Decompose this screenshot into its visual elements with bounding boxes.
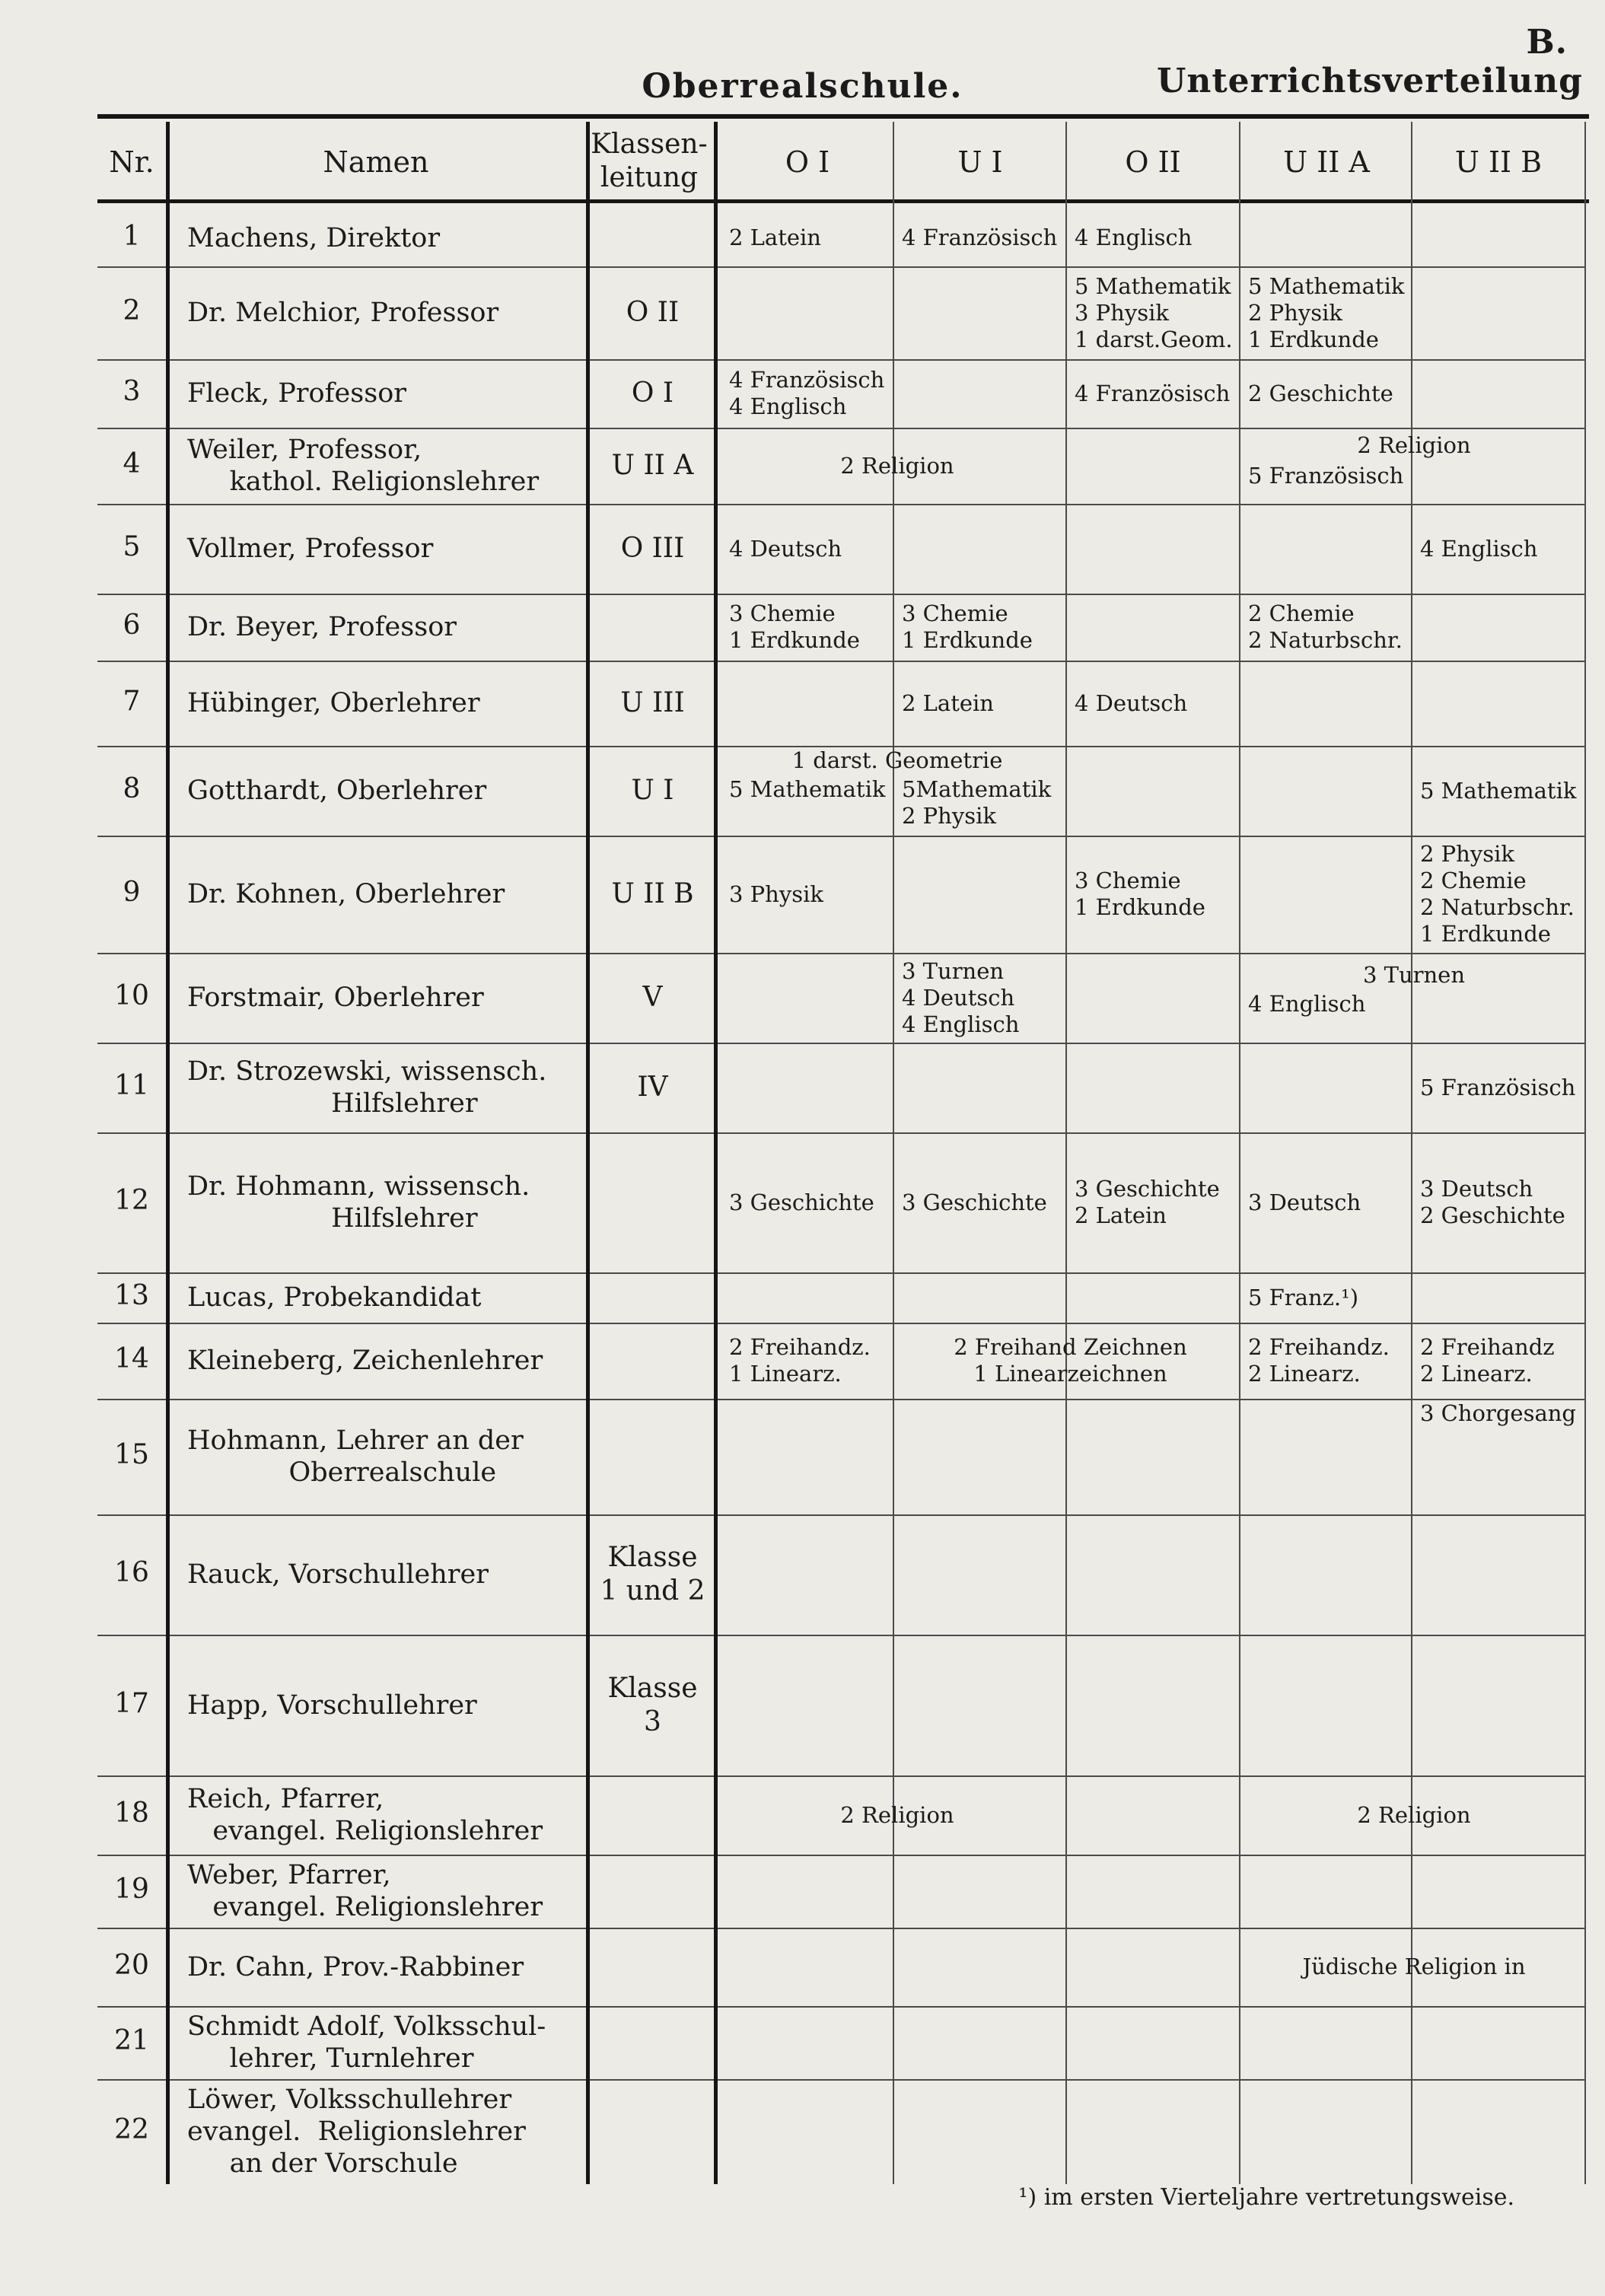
table-rule-horizontal <box>97 1323 1585 1324</box>
subject-entry: 5 Mathematik 2 Physik 1 Erdkunde <box>1248 272 1405 352</box>
class-leadership: O III <box>620 533 685 564</box>
table-rule-horizontal <box>97 504 1585 505</box>
class-leadership: Klasse 1 und 2 <box>600 1542 705 1607</box>
subject-entry: 4 Englisch <box>1075 225 1193 250</box>
header-class-uiib: U II B <box>1454 145 1543 179</box>
subject-entry: 3 Geschichte <box>729 1189 874 1215</box>
subject-entry: 3 Chemie 1 Erdkunde <box>729 600 860 653</box>
teacher-name: Dr. Melchior, Professor <box>187 298 499 328</box>
table-rule-horizontal <box>97 266 1585 268</box>
subject-entry: 5Mathematik 2 Physik <box>902 776 1052 829</box>
subject-entry-spanning: 2 Freihand Zeichnen 1 Linearzeichnen <box>954 1334 1187 1387</box>
teacher-name: Machens, Direktor <box>187 222 441 253</box>
subject-entry: 3 Chorgesang <box>1420 1400 1576 1426</box>
header-nr: Nr. <box>109 145 154 179</box>
header-class-uiia: U II A <box>1283 145 1370 179</box>
teacher-name: Rauck, Vorschullehrer <box>187 1559 489 1590</box>
subject-entry: 3 Deutsch 2 Geschichte <box>1420 1176 1565 1228</box>
row-number: 18 <box>114 1798 149 1829</box>
teacher-name: Reich, Pfarrer, evangel. Religionslehrer <box>187 1784 543 1846</box>
header-class-oi: O I <box>785 145 830 179</box>
row-number: 6 <box>123 610 141 641</box>
subject-entry: 2 Geschichte <box>1248 380 1393 406</box>
class-leadership: U I <box>631 775 674 806</box>
subject-entry: 2 Freihandz. 2 Linearz. <box>1248 1334 1390 1387</box>
table-rule-horizontal <box>97 661 1585 662</box>
subject-entry: 5 Franz.¹) <box>1248 1284 1359 1310</box>
row-number: 2 <box>123 295 141 326</box>
subject-entry-spanning: 2 Religion <box>840 452 954 479</box>
subject-entry: 3 Physik <box>729 881 823 907</box>
subject-entry: 4 Englisch <box>1420 535 1538 562</box>
class-leadership: IV <box>637 1072 668 1103</box>
subject-entry: 4 Englisch <box>1248 991 1366 1017</box>
class-leadership: Klasse 3 <box>607 1672 698 1737</box>
teacher-name: Lucas, Probekandidat <box>187 1282 482 1313</box>
subject-entry: 2 Freihandz. 1 Linearz. <box>729 1334 871 1387</box>
class-leadership: U II A <box>611 450 694 481</box>
subject-entry: 3 Chemie 1 Erdkunde <box>902 600 1033 653</box>
row-number: 9 <box>123 877 141 908</box>
row-number: 7 <box>123 686 141 717</box>
subject-entry: 5 Mathematik <box>729 776 886 802</box>
subject-entry: 3 Chemie 1 Erdkunde <box>1075 868 1205 920</box>
table-rule-vertical <box>1065 122 1067 2184</box>
subject-entry: 5 Französisch <box>1420 1074 1576 1100</box>
subject-entry: 3 Geschichte <box>902 1189 1047 1215</box>
teacher-name: Löwer, Volksschullehrer evangel. Religionslehrer an der Vorschule <box>187 2084 526 2179</box>
table-rule-horizontal <box>97 1514 1585 1516</box>
subject-entry: 2 Chemie 2 Naturbschr. <box>1248 600 1403 653</box>
row-number: 21 <box>114 2025 149 2056</box>
header-class-ui: U I <box>957 145 1003 179</box>
table-rule-horizontal <box>97 594 1585 595</box>
table-rule-horizontal <box>97 199 1589 203</box>
teacher-name: Weber, Pfarrer, evangel. Religionslehrer <box>187 1860 543 1922</box>
table-rule-horizontal <box>97 2006 1585 2008</box>
table-rule-horizontal <box>97 836 1585 837</box>
subject-entry: 5 Mathematik <box>1420 777 1577 804</box>
row-number: 10 <box>114 980 149 1011</box>
table-rule-horizontal <box>97 359 1585 361</box>
class-leadership: U II B <box>611 878 694 909</box>
subject-entry: 3 Turnen 4 Deutsch 4 Englisch <box>902 957 1020 1037</box>
table-rule-vertical <box>893 122 894 2184</box>
row-number: 11 <box>114 1070 149 1101</box>
table-rule-horizontal <box>97 2079 1585 2081</box>
teacher-name: Fleck, Professor <box>187 378 406 409</box>
subject-entry-spanning: Jüdische Religion in <box>1302 1954 1526 1979</box>
row-number: 8 <box>123 773 141 804</box>
row-number: 1 <box>123 220 141 252</box>
row-number: 4 <box>123 448 141 479</box>
table-rule-horizontal <box>97 1635 1585 1636</box>
table-rule-horizontal <box>97 1855 1585 1856</box>
row-number: 5 <box>123 531 141 562</box>
row-number: 16 <box>114 1557 149 1588</box>
teacher-name: Dr. Hohmann, wissensch. Hilfslehrer <box>187 1171 530 1234</box>
header-class-oii: O II <box>1125 145 1181 179</box>
teacher-name: Hohmann, Lehrer an der Oberrealschule <box>187 1425 524 1488</box>
teacher-name: Kleineberg, Zeichenlehrer <box>187 1345 543 1376</box>
subject-entry: 4 Französisch 4 Englisch <box>729 367 885 419</box>
subject-entry: 5 Französisch <box>1248 463 1404 489</box>
school-title: Oberrealschule. <box>642 67 963 106</box>
teacher-name: Dr. Beyer, Professor <box>187 612 457 642</box>
subject-entry: 2 Physik 2 Chemie 2 Naturbschr. 1 Erdkunde <box>1420 841 1575 947</box>
table-rule-horizontal <box>97 1775 1585 1777</box>
table-rule-horizontal <box>97 114 1589 119</box>
row-number: 22 <box>114 2114 149 2145</box>
class-leadership: U III <box>620 687 685 718</box>
section-heading: B. Unterrichtsverteilung <box>1157 23 1583 100</box>
row-number: 15 <box>114 1439 149 1470</box>
subject-entry-spanning: 1 darst. Geometrie <box>791 747 1003 773</box>
subject-entry: 4 Französisch <box>902 225 1058 250</box>
row-number: 17 <box>114 1687 149 1719</box>
table-rule-vertical <box>714 122 718 2184</box>
teacher-name: Vollmer, Professor <box>187 533 434 564</box>
table-rule-vertical <box>1239 122 1240 2184</box>
teacher-name: Happ, Vorschullehrer <box>187 1689 477 1721</box>
subject-entry: 3 Deutsch <box>1248 1189 1361 1215</box>
class-leadership: O II <box>626 297 680 328</box>
header-klassenleitung: Klassen- leitung <box>591 129 708 193</box>
subject-entry-spanning: 2 Religion <box>840 1801 954 1828</box>
row-number: 3 <box>123 376 141 407</box>
teacher-name: Forstmair, Oberlehrer <box>187 982 484 1013</box>
subject-entry: 3 Geschichte 2 Latein <box>1075 1176 1220 1228</box>
row-number: 14 <box>114 1343 149 1374</box>
row-number: 20 <box>114 1949 149 1981</box>
table-rule-horizontal <box>97 428 1585 429</box>
table-rule-vertical <box>1411 122 1412 2184</box>
subject-entry: 5 Mathematik 3 Physik 1 darst.Geom. <box>1075 272 1233 352</box>
teacher-name: Dr. Strozewski, wissensch. Hilfslehrer <box>187 1056 547 1119</box>
table-rule-horizontal <box>97 953 1585 954</box>
class-leadership: V <box>642 982 663 1013</box>
subject-entry: 4 Französisch <box>1075 380 1231 406</box>
subject-entry-spanning: 2 Religion <box>1357 1801 1471 1828</box>
subject-entry: 2 Latein <box>902 689 994 716</box>
teacher-name: Dr. Kohnen, Oberlehrer <box>187 879 505 909</box>
table-rule-horizontal <box>97 1272 1585 1274</box>
row-number: 12 <box>114 1185 149 1216</box>
class-leadership: O I <box>631 377 674 409</box>
teacher-name: Gotthardt, Oberlehrer <box>187 775 487 806</box>
teacher-name: Weiler, Professor, kathol. Religionslehrer <box>187 435 540 497</box>
table-rule-horizontal <box>97 1132 1585 1134</box>
teacher-name: Dr. Cahn, Prov.-Rabbiner <box>187 1951 524 1982</box>
table-rule-horizontal <box>97 1399 1585 1400</box>
table-rule-horizontal <box>97 1928 1585 1929</box>
teacher-name: Hübinger, Oberlehrer <box>187 688 480 718</box>
footnote: ¹) im ersten Vierteljahre vertretungsweise. <box>1018 2184 1514 2211</box>
subject-entry: 2 Latein <box>729 225 821 250</box>
table-rule-vertical <box>166 122 170 2184</box>
subject-entry-spanning: 2 Religion <box>1357 432 1471 458</box>
subject-entry: 2 Freihandz 2 Linearz. <box>1420 1334 1555 1387</box>
table-rule-vertical <box>586 122 590 2184</box>
subject-entry: 4 Deutsch <box>729 535 842 562</box>
subject-entry-spanning: 3 Turnen <box>1362 962 1466 988</box>
subject-entry: 4 Deutsch <box>1075 689 1188 716</box>
row-number: 13 <box>114 1280 149 1311</box>
teacher-name: Schmidt Adolf, Volksschul- lehrer, Turnlehrer <box>187 2011 546 2074</box>
row-number: 19 <box>114 1874 149 1905</box>
header-namen: Namen <box>323 145 429 179</box>
table-rule-horizontal <box>97 1043 1585 1044</box>
table-rule-vertical <box>1584 122 1586 2184</box>
